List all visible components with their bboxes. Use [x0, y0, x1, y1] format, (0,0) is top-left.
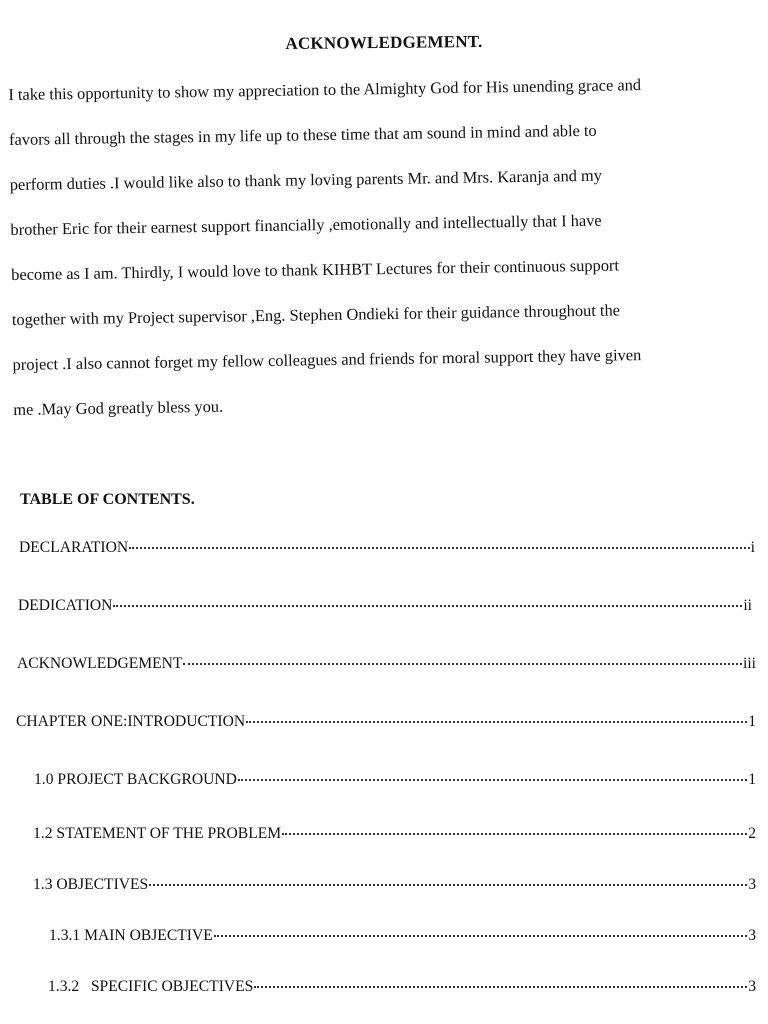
toc-entry-main-objective [49, 922, 756, 945]
toc-entry-label: 1.0 PROJECT BACKGROUND [34, 770, 237, 788]
toc-entry-label: 1.3.1 MAIN OBJECTIVE [49, 926, 213, 944]
toc-dot-leader [214, 919, 747, 937]
toc-entry-page: ii [743, 596, 752, 614]
toc-entry-label: 1.3.2 SPECIFIC OBJECTIVES [48, 977, 254, 995]
toc-entry-label: 1.3 OBJECTIVES [33, 875, 149, 893]
toc-dot-leader [238, 763, 747, 781]
toc-dot-leader [183, 647, 742, 665]
toc-dot-leader [129, 531, 750, 549]
toc-entry-label: DEDICATION [18, 596, 113, 614]
toc-entry-objectives [33, 871, 756, 894]
toc-entry-label: 1.2 STATEMENT OF THE PROBLEM [33, 824, 282, 842]
toc-entry-page: 1 [748, 770, 756, 788]
paragraph-line: me .May God greatly bless you. [13, 396, 224, 419]
toc-entry-page: 2 [748, 824, 756, 842]
toc-entry-label: CHAPTER ONE:INTRODUCTION [16, 712, 246, 730]
paragraph-line: project .I also cannot forget my fellow colleagues and friends for moral support they have given [12, 345, 642, 374]
toc-dot-leader [149, 868, 747, 886]
toc-entry-page: 3 [748, 926, 756, 944]
toc-entry-label: DECLARATION [19, 538, 129, 556]
paragraph-line: become as I am. Thirdly, I would love to thank KIHBT Lectures for their continuous support [11, 255, 620, 284]
paragraph-line: perform duties .I would like also to thank my loving parents Mr. and Mrs. Karanja and my [9, 165, 603, 194]
toc-entry-page: 1 [748, 712, 756, 730]
toc-entry-label: ACKNOWLEDGEMENT [17, 654, 183, 672]
toc-entry-chapter-one [16, 708, 756, 731]
toc-title: TABLE OF CONTENTS. [20, 491, 195, 508]
toc-entry-declaration [19, 534, 755, 557]
toc-dot-leader [113, 589, 742, 607]
paragraph-line: brother Eric for their earnest support financially ,emotionally and intellectually that I have [10, 210, 602, 239]
toc-entry-page: 3 [748, 977, 756, 995]
toc-entry-dedication [18, 592, 752, 615]
toc-entry-specific-objectives [48, 973, 756, 996]
paragraph-line: favors all through the stages in my life up to these time that am sound in mind and able to [8, 120, 597, 149]
toc-entry-page: i [750, 538, 755, 556]
toc-dot-leader [246, 705, 747, 723]
toc-entry-statement-of-problem [33, 820, 756, 843]
acknowledgement-paragraph [8, 60, 768, 432]
toc-entry-acknowledgement [17, 650, 756, 673]
toc-entry-page: 3 [748, 875, 756, 893]
paragraph-line: I take this opportunity to show my appreciation to the Almighty God for His unending grace and [8, 75, 642, 104]
toc-dot-leader [254, 970, 747, 988]
toc-entry-project-background [34, 766, 756, 789]
toc-entry-page: iii [743, 654, 756, 672]
toc-dot-leader [282, 817, 747, 835]
paragraph-line: together with my Project supervisor ,Eng. Stephen Ondieki for their guidance throughout the [11, 300, 621, 329]
acknowledgement-title: ACKNOWLEDGEMENT. [285, 31, 483, 54]
